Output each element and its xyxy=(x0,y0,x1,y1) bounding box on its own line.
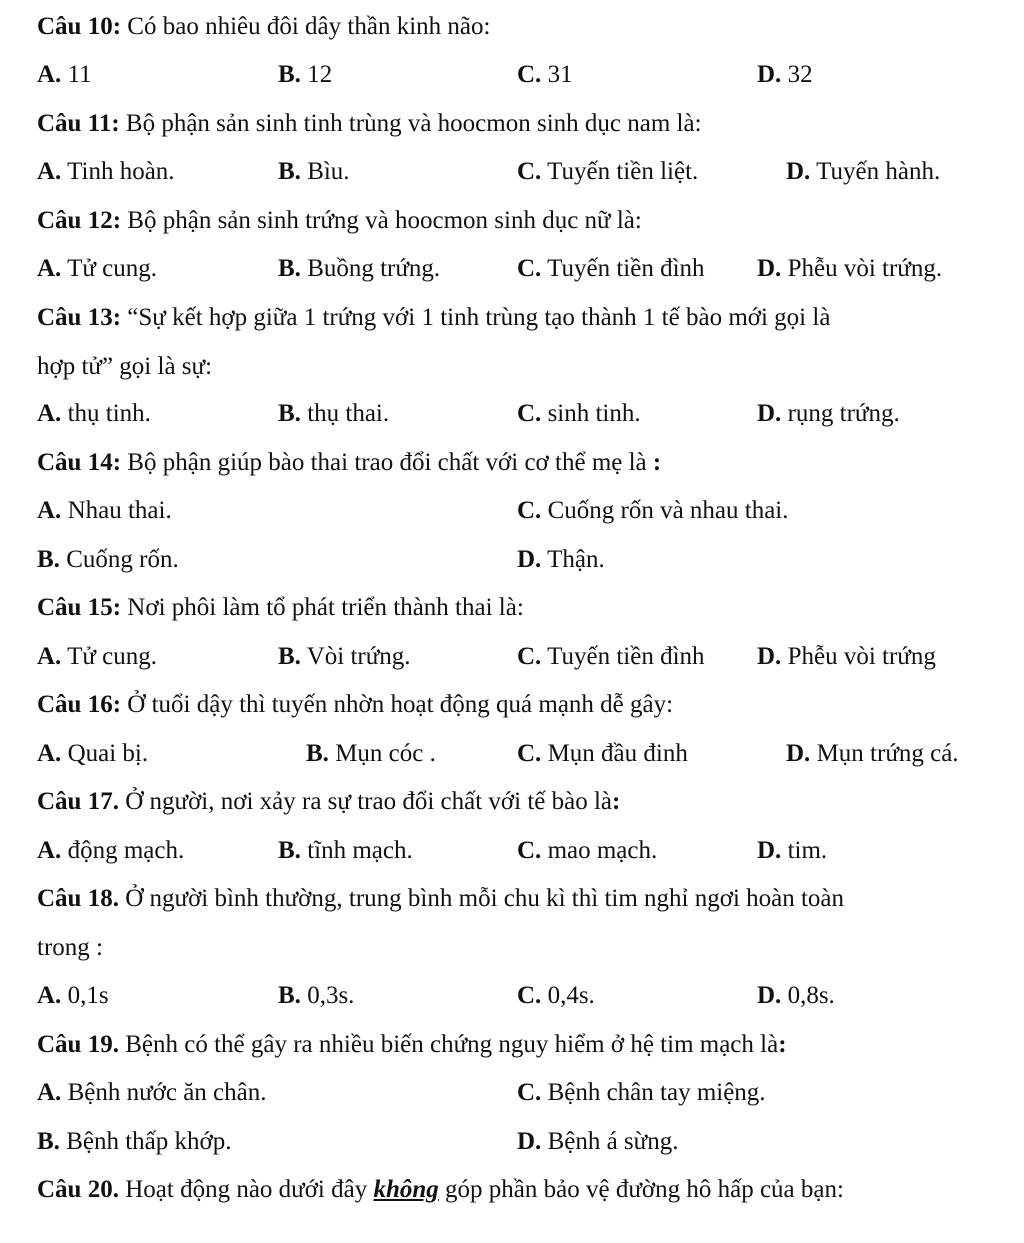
option-c[interactable]: C. Tuyến tiền liệt. xyxy=(517,158,699,185)
question-text: Ở người, nơi xảy ra sự trao đổi chất với tế bào là xyxy=(118,788,612,815)
question-text: Ở tuổi dậy thì tuyến nhờn hoạt động quá mạnh dễ gây: xyxy=(121,691,674,718)
question-15 xyxy=(37,591,1024,625)
option-c[interactable]: C. sinh tinh. xyxy=(517,400,641,427)
option-b[interactable]: B. Buồng trứng. xyxy=(278,255,441,282)
option-a[interactable]: A. Quai bị. xyxy=(37,740,149,767)
question-text: trong : xyxy=(37,934,103,961)
option-b[interactable]: B. Mụn cóc . xyxy=(306,740,436,767)
option-c[interactable]: C. Mụn đầu đinh xyxy=(517,740,688,767)
question-number: Câu 14: xyxy=(37,449,122,476)
option-a[interactable]: A. Tử cung. xyxy=(37,643,158,670)
question-number: Câu 10: xyxy=(37,13,122,40)
question-11 xyxy=(37,107,1024,141)
option-b[interactable]: B. Vòi trứng. xyxy=(278,643,411,670)
question-text: Nơi phôi làm tổ phát triển thành thai là: xyxy=(121,594,524,621)
options-row xyxy=(0,1125,1024,1159)
options-row xyxy=(0,737,1024,771)
option-a[interactable]: A. thụ tinh. xyxy=(37,400,151,427)
option-a[interactable]: A. Tử cung. xyxy=(37,255,158,282)
option-d[interactable]: D. Tuyến hành. xyxy=(786,158,941,185)
question-number: Câu 11: xyxy=(37,110,120,137)
options-row xyxy=(0,1076,1024,1110)
option-d[interactable]: D. Bệnh á sừng. xyxy=(517,1128,679,1155)
question-text: Có bao nhiêu đôi dây thần kinh não: xyxy=(121,13,491,40)
options-row xyxy=(0,155,1024,189)
question-16 xyxy=(37,688,1024,722)
question-19: Câu 19. Bệnh có thể gây ra nhiều biến chứng nguy hiểm ở hệ tim mạch là: xyxy=(37,1031,787,1058)
option-d[interactable]: D. rụng trứng. xyxy=(757,400,900,427)
option-d[interactable]: D. 32 xyxy=(757,61,813,88)
question-number: Câu 16: xyxy=(37,691,122,718)
options-row xyxy=(0,834,1024,868)
option-c[interactable]: C. Tuyến tiền đình xyxy=(517,643,705,670)
question-number: Câu 15: xyxy=(37,594,122,621)
options-row xyxy=(0,58,1024,92)
question-text: góp phần bảo vệ đường hô hấp của bạn: xyxy=(438,1176,844,1203)
options-row xyxy=(0,252,1024,286)
option-d[interactable]: D. Thận. xyxy=(517,546,605,573)
option-b[interactable]: B. Bệnh thấp khớp. xyxy=(37,1128,232,1155)
option-b[interactable]: B. tĩnh mạch. xyxy=(278,837,413,864)
question-text: Hoạt động nào dưới đây xyxy=(118,1176,374,1203)
question-18-continued xyxy=(37,931,1024,965)
option-c[interactable]: C. mao mạch. xyxy=(517,837,658,864)
option-a[interactable]: A. Nhau thai. xyxy=(37,497,172,524)
question-text: Ở người bình thường, trung bình mỗi chu kì thì tim nghỉ ngơi hoàn toàn xyxy=(118,885,845,912)
option-a[interactable]: A. 11 xyxy=(37,61,92,88)
option-c[interactable]: C. Bệnh chân tay miệng. xyxy=(517,1079,766,1106)
question-text: hợp tử” gọi là sự: xyxy=(37,353,213,380)
question-number: Câu 13: xyxy=(37,304,122,331)
question-18 xyxy=(37,882,1024,916)
option-c[interactable]: C. Cuống rốn và nhau thai. xyxy=(517,497,789,524)
option-d[interactable]: D. Mụn trứng cá. xyxy=(786,740,959,767)
question-20 xyxy=(37,1173,1024,1207)
question-text: Bệnh có thể gây ra nhiều biến chứng nguy hiểm ở hệ tim mạch là xyxy=(118,1031,779,1058)
option-d[interactable]: D. Phễu vòi trứng. xyxy=(757,255,943,282)
option-c[interactable]: C. Tuyến tiền đình xyxy=(517,255,705,282)
option-b[interactable]: B. 0,3s. xyxy=(278,982,355,1009)
option-b[interactable]: B. Bìu. xyxy=(278,158,350,185)
question-14: Câu 14: Bộ phận giúp bào thai trao đổi chất với cơ thể mẹ là : xyxy=(37,449,662,476)
question-text: “Sự kết hợp giữa 1 trứng với 1 tinh trùng tạo thành 1 tế bào mới gọi là xyxy=(121,304,831,331)
question-number: Câu 18. xyxy=(37,885,119,912)
question-number: Câu 19. xyxy=(37,1031,119,1058)
options-row xyxy=(0,543,1024,577)
options-row xyxy=(0,494,1024,528)
option-d[interactable]: D. 0,8s. xyxy=(757,982,835,1009)
options-row xyxy=(0,979,1024,1013)
question-12 xyxy=(37,204,1024,238)
option-b[interactable]: B. Cuống rốn. xyxy=(37,546,179,573)
question-number: Câu 20. xyxy=(37,1176,119,1203)
emphasis-keyword: không xyxy=(373,1176,439,1203)
option-b[interactable]: B. thụ thai. xyxy=(278,400,390,427)
question-17: Câu 17. Ở người, nơi xảy ra sự trao đổi chất với tế bào là: xyxy=(37,788,621,815)
option-d[interactable]: D. tim. xyxy=(757,837,828,864)
question-text: Bộ phận giúp bào thai trao đổi chất với cơ thể mẹ là xyxy=(121,449,653,476)
option-a[interactable]: A. Bệnh nước ăn chân. xyxy=(37,1079,267,1106)
option-a[interactable]: A. động mạch. xyxy=(37,837,185,864)
question-13-continued xyxy=(37,350,1024,384)
option-d[interactable]: D. Phễu vòi trứng xyxy=(757,643,936,670)
option-a[interactable]: A. Tinh hoàn. xyxy=(37,158,175,185)
question-number: Câu 17. xyxy=(37,788,119,815)
options-row xyxy=(0,397,1024,431)
question-10 xyxy=(37,10,1024,44)
options-row xyxy=(0,640,1024,674)
question-13 xyxy=(37,301,1024,335)
question-text: Bộ phận sản sinh tinh trùng và hoocmon sinh dục nam là: xyxy=(119,110,702,137)
option-b[interactable]: B. 12 xyxy=(278,61,333,88)
option-c[interactable]: C. 0,4s. xyxy=(517,982,595,1009)
question-text: Bộ phận sản sinh trứng và hoocmon sinh dục nữ là: xyxy=(121,207,642,234)
option-c[interactable]: C. 31 xyxy=(517,61,573,88)
option-a[interactable]: A. 0,1s xyxy=(37,982,109,1009)
question-number: Câu 12: xyxy=(37,207,122,234)
